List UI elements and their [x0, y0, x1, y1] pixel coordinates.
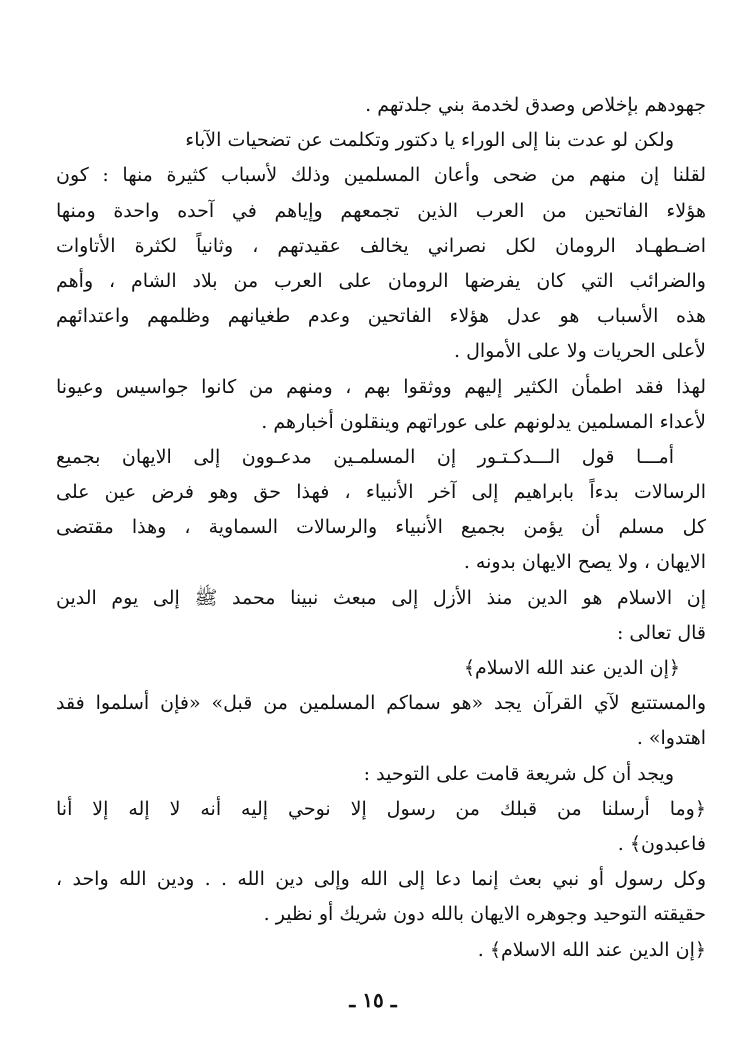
page-number: ـ ١٥ ـ [349, 988, 397, 1012]
text-line: لأعلى الحريات ولا على الأموال . [454, 340, 706, 363]
text-line: وكل رسول أو نبي بعث إنما دعا إلى الله وإلى دين الله . . ودين الله واحد ، [56, 868, 706, 891]
text-line: لهذا فقد اطمأن الكثير إليهم ووثقوا بهم ، ومنهم من كانوا جواسيس وعيونا [56, 375, 706, 398]
text-line: لأعداء المسلمين يدلونهم على عوراتهم وينقلون أخبارهم . [261, 410, 706, 433]
quran-verse: ﴿إن الدين عند الله الاسلام﴾ . [477, 938, 706, 961]
text-line: كل مسلم أن يؤمن بجميع الأنبياء والرسالات السماوية ، وهذا مقتضى [56, 516, 706, 539]
quran-verse: فاعبدون﴾ . [617, 832, 706, 855]
text-line: اضـطهـاد الرومان لكل نصراني يخالف عقيدتهم ، وثانياً لكثرة الأتاوات [56, 234, 706, 257]
quran-verse: ﴿وما أرسلنا من قبلك من رسول إلا نوحي إليه أنه لا إله إلا أنا [56, 797, 706, 820]
text-line: لقلنا إن منهم من ضحى وأعان المسلمين وذلك لأسباب كثيرة منها : كون [56, 164, 706, 187]
text-line: إن الاسلام هو الدين منذ الأزل إلى مبعث نبينا محمد ﷺ إلى يوم الدين [56, 586, 706, 609]
text-line: هؤلاء الفاتحين من العرب الذين تجمعهم وإياهم في آحده واحدة ومنها [56, 199, 706, 222]
body-text [56, 88, 706, 968]
text-line: والمستتبع لآي القرآن يجد «هو سماكم المسلمين من قبل» «فإن أسلموا فقد [56, 692, 706, 715]
text-line: هذه الأسباب هو عدل هؤلاء الفاتحين وعدم طغيانهم وظلمهم واعتدائهم [56, 305, 706, 328]
text-line: حقيقته التوحيد وجوهره الايهان بالله دون شريك أو نظير . [263, 903, 706, 926]
text-line: والضرائب التي كان يفرضها الرومان على العرب من بلاد الشام ، وأهم [56, 269, 706, 292]
text-line: الرسالات بدءاً بابراهيم إلى آخر الأنبياء ، فهذا حق وهو فرض عين على [56, 481, 706, 504]
text-line: جهودهم بإخلاص وصدق لخدمة بني جلدتهم . [365, 94, 706, 116]
text-line: ويجد أن كل شريعة قامت على التوحيد : [363, 762, 674, 785]
text-line: الايهان ، ولا يصح الايهان بدونه . [463, 551, 706, 574]
text-line: قال تعالى : [616, 621, 706, 644]
text-line: ولكن لو عدت بنا إلى الوراء يا دكتور وتكلمت عن تضحيات الآباء [185, 129, 674, 152]
quran-verse: ﴿إن الدين عند الله الاسلام﴾ [463, 657, 680, 679]
text-line: أمـــا قول الـــدكـتـور إن المسلمـين مدعـوون إلى الايهان بجميع [56, 445, 674, 468]
text-line: اهتدوا» . [636, 727, 706, 750]
